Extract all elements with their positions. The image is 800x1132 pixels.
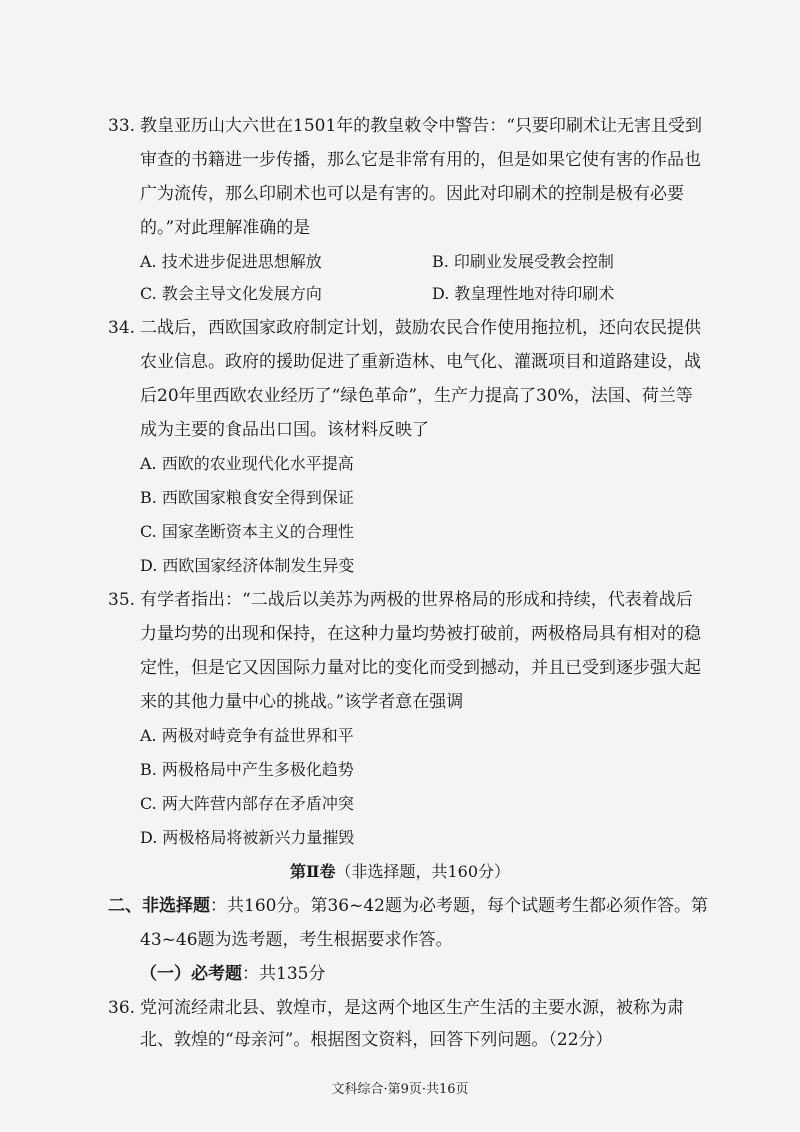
option-c: C. 国家垄断资本主义的合理性: [140, 522, 354, 541]
option-a: A. 西欧的农业现代化水平提高: [140, 454, 354, 473]
option-b: B. 两极格局中产生多极化趋势: [140, 760, 354, 779]
section-heading-line2: 43~46题为选考题，考生根据要求作答。: [140, 930, 453, 950]
question-text-line: 二战后，西欧国家政府制定计划，鼓励农民合作使用拖拉机，还向农民提供: [140, 318, 701, 338]
question-text-line: 来的其他力量中心的挑战。”该学者意在强调: [140, 692, 464, 712]
question-text-line: 审查的书籍进一步传播，那么它是非常有用的，但是如果它使有害的作品也: [140, 150, 701, 170]
option-d: D. 西欧国家经济体制发生异变: [140, 556, 355, 575]
question-text-line: 有学者指出：“二战后以美苏为两极的世界格局的形成和持续，代表着战后: [140, 590, 693, 610]
question-text-line: 的。”对此理解准确的是: [140, 218, 311, 238]
question-number: 33.: [108, 116, 136, 136]
question-text-line: 广为流传，那么印刷术也可以是有害的。因此对印刷术的控制是极有必要: [140, 184, 684, 204]
option-d: D. 教皇理性地对待印刷术: [432, 284, 615, 303]
page-footer: 文科综合·第9页·共16页: [331, 1082, 469, 1097]
question-text-line: 定性，但是它又因国际力量对比的变化而受到撼动，并且已受到逐步强大起: [140, 658, 701, 678]
option-d: D. 两极格局将被新兴力量摧毁: [140, 828, 355, 847]
option-a: A. 两极对峙竞争有益世界和平: [140, 726, 354, 745]
question-number: 34.: [108, 318, 136, 338]
part-ii-title: [0, 862, 800, 882]
question-text-line: 教皇亚历山大六世在1501年的教皇敕令中警告：“只要印刷术让无害且受到: [140, 116, 702, 136]
option-c: C. 教会主导文化发展方向: [140, 284, 322, 303]
section-heading-label: 二、非选择题: [108, 896, 210, 916]
subsection-text: ：共135分: [242, 964, 326, 984]
option-b: B. 西欧国家粮食安全得到保证: [140, 488, 354, 507]
question-text-line: 北、敦煌的“母亲河”。根据图文资料，回答下列问题。（22分）: [140, 1030, 613, 1050]
option-c: C. 两大阵营内部存在矛盾冲突: [140, 794, 354, 813]
question-text-line: 党河流经肃北县、敦煌市，是这两个地区生产生活的主要水源，被称为肃: [140, 998, 684, 1018]
question-text-line: 成为主要的食品出口国。该材料反映了: [140, 420, 429, 440]
section-heading-text: ：共160分。第36~42题为必考题，每个试题考生都必须作答。第: [210, 896, 708, 916]
question-number: 35.: [108, 590, 136, 610]
question-text-line: 农业信息。政府的援助促进了重新造林、电气化、灌溉项目和道路建设，战: [140, 352, 701, 372]
subsection-label: （一）必考题: [140, 964, 242, 984]
option-a: A. 技术进步促进思想解放: [140, 252, 322, 271]
subsection-heading: [140, 964, 325, 984]
question-text-line: 后20年里西欧农业经历了“绿色革命”，生产力提高了30%，法国、荷兰等: [140, 386, 693, 406]
part-ii-subtitle: （非选择题，共160分）: [335, 862, 511, 881]
part-ii-label: 第Ⅱ卷: [289, 862, 336, 881]
question-number: 36.: [108, 998, 136, 1018]
section-heading: [108, 896, 708, 916]
question-text-line: 力量均势的出现和保持，在这种力量均势被打破前，两极格局具有相对的稳: [140, 624, 701, 644]
option-b: B. 印刷业发展受教会控制: [432, 252, 614, 271]
